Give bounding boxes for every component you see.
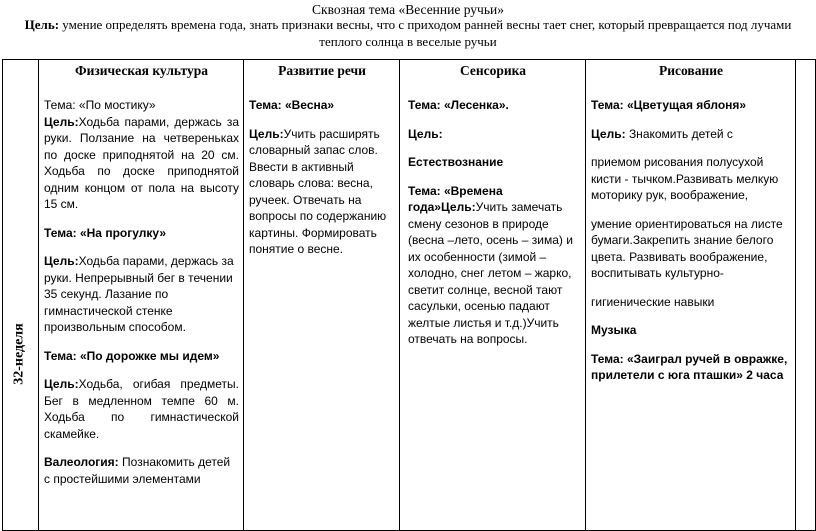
physical-education-column (39, 60, 244, 531)
natural-science-label: Естествознание (408, 155, 504, 169)
seasons-topic: Тема: «Времена года» (408, 183, 503, 214)
week-cell (3, 60, 39, 531)
drawing-topic: Тема: «Цветущая яблоня» (591, 98, 747, 112)
drawing-goal-1 (591, 126, 791, 143)
pe-goal-1 (44, 114, 239, 213)
physical-education-header: Физическая культура (74, 63, 208, 78)
theme-goal-text: умение определять времена года, знать признаки весны, что с приходом ранней весны тает снег, который превращается под лучами теплого солнца в веселые ручьи (62, 17, 792, 49)
drawing-goal-text-2: приемом рисования полусухой кисти - тычком.Развивать мелкую моторику рук, воображение, (591, 155, 779, 202)
drawing-goal-text-4: гигиенические навыки (591, 294, 715, 309)
music-label: Музыка (591, 323, 637, 337)
drawing-goal-text-1: Знакомить детей с (628, 126, 733, 141)
drawing-goal-text-3: умение ориентироваться на листе бумаги.Закрепить знание белого цвета. Развивать воображение, воспитывать культурно- (591, 216, 783, 280)
speech-development-column (244, 60, 400, 531)
empty-column (796, 60, 816, 531)
theme-goal-label: Цель: (24, 17, 60, 32)
speech-topic: Тема: «Весна» (249, 98, 335, 112)
sensory-goal-label: Цель: (408, 126, 443, 141)
pe-goal-3-text: Ходьба, огибая предметы. Бег в медленном темпе 60 м. Ходьба по гимнастической скамейке. (44, 377, 239, 441)
pe-topic-1: Тема: «По мостику» (44, 98, 156, 112)
sensory-column (400, 60, 586, 531)
seasons-block (405, 183, 581, 348)
pe-topic-2: Тема: «На прогулку» (44, 225, 167, 240)
drawing-header: Рисование (658, 63, 724, 78)
speech-goal-label: Цель: (249, 126, 284, 141)
sensory-topic: Тема: «Лесенка». (408, 98, 509, 112)
pe-goal-2-label: Цель: (44, 254, 79, 268)
drawing-goal-label: Цель: (591, 126, 626, 141)
theme-goal (10, 16, 806, 50)
week-label: 32-неделя (12, 323, 28, 385)
speech-goal (249, 126, 395, 258)
pe-goal-1-label: Цель: (44, 114, 79, 129)
seasons-goal-text: Учить замечать смену сезонов в природе (весна –лето, осень – зима) и их особенности (зимой – холодно, снег летом – жарко, светит солнце, весной тают сасульки, осенью падают желтые листья и т.д.)Учить отвечать на вопросы. (408, 200, 573, 346)
page-title: Сквозная тема «Весенние ручьи» (312, 2, 504, 17)
pe-topic-3: Тема: «По дорожке мы идем» (44, 348, 220, 363)
speech-goal-text: Учить расширять словарный запас слов. Ввести в активный словарь слова: весна, ручеек. Отвечать на вопросы по содержанию картины. Формировать понятие о весне. (249, 126, 387, 256)
speech-development-header: Развитие речи (278, 63, 366, 78)
pe-goal-2 (44, 253, 239, 336)
pe-goal-3 (44, 376, 239, 442)
seasons-goal-label: Цель: (440, 200, 476, 214)
valeology-label: Валеология: (44, 455, 119, 469)
pe-goal-1-text: Ходьба парами, держась за руки. Ползание на четвереньках по доске приподнятой на 20 см. Ходьба по доске приподнятой одним концом от пола на высоту 15 см. (44, 114, 239, 211)
valeology-text (44, 454, 239, 487)
drawing-column (586, 60, 796, 531)
pe-goal-2-text: Ходьба парами, держась за руки. Непрерывный бег в течении 35 секунд. Лазание по гимнастической стенке произвольным способом. (44, 254, 234, 334)
music-topic: Тема: «Заиграл ручей в овражке, прилетели с юга пташки» 2 часа (591, 351, 788, 382)
sensory-header: Сенсорика (459, 63, 527, 78)
pe-goal-3-label: Цель: (44, 377, 79, 391)
valeology-body: Познакомить детей с простейшими элементами (44, 455, 231, 486)
lesson-plan-table (2, 59, 816, 531)
